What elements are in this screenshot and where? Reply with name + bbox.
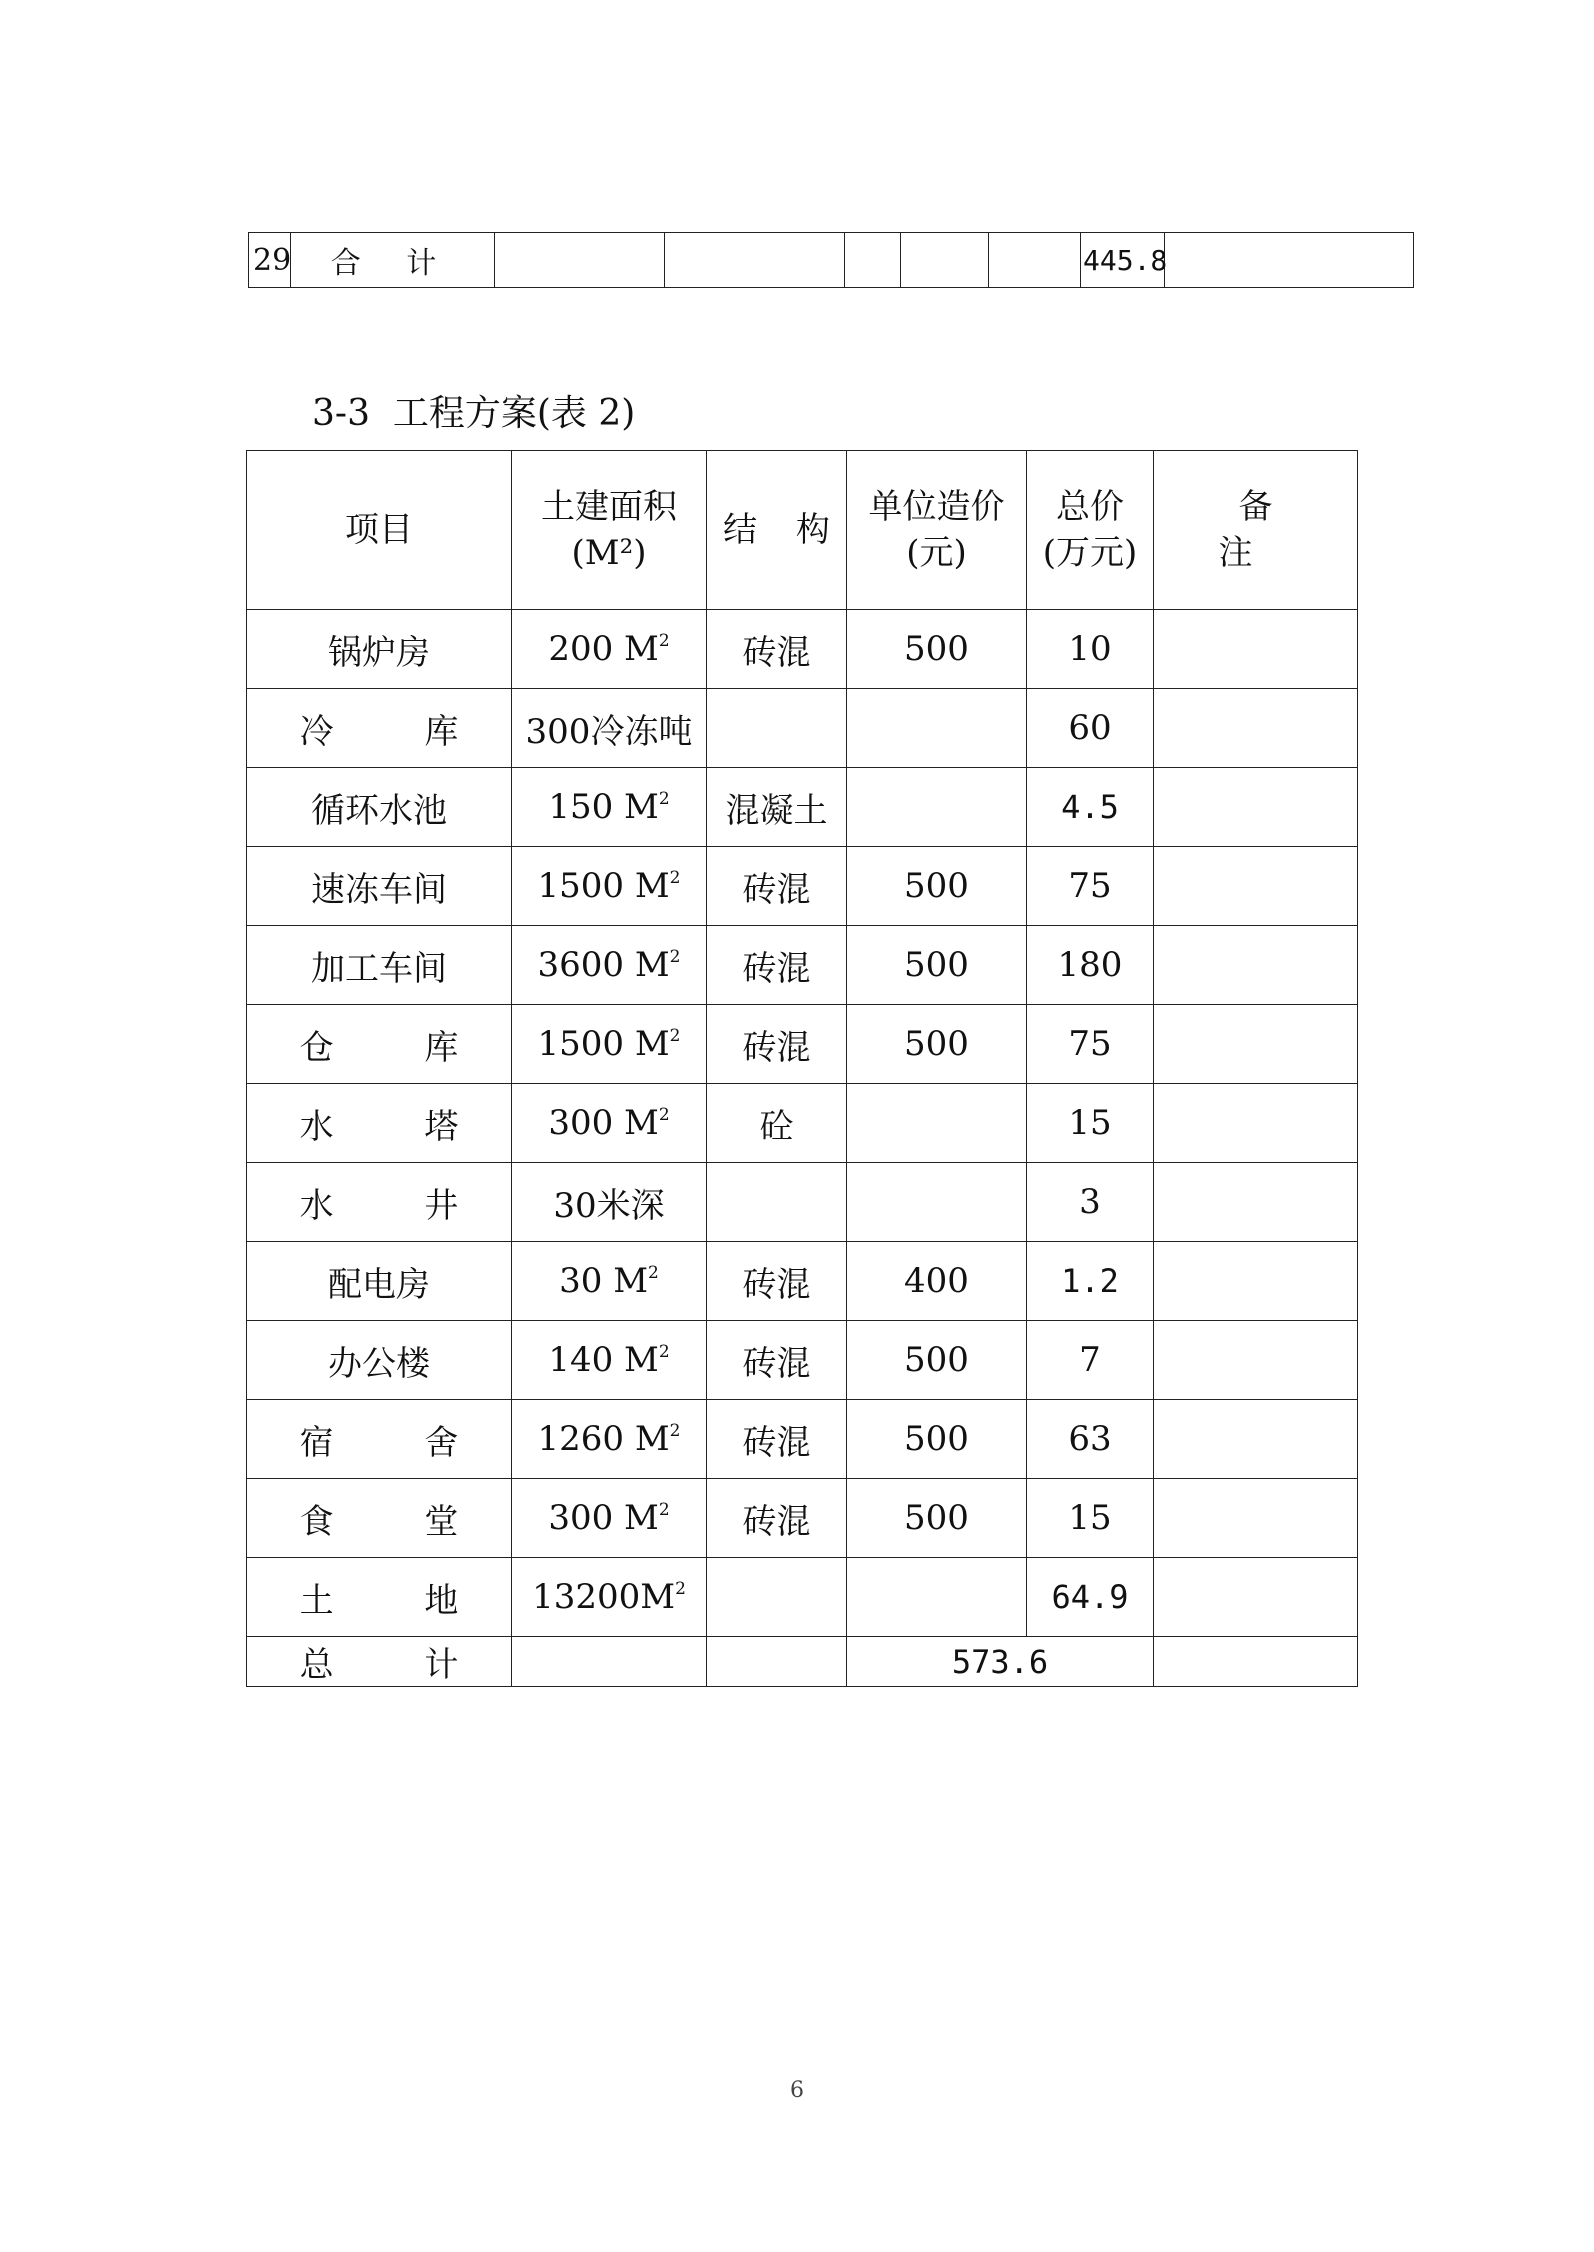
page-number: 6	[790, 2078, 804, 2103]
total-price-cell: 7	[1027, 1321, 1154, 1400]
table-row	[247, 768, 1358, 847]
area-unit-superscript: 2	[658, 1105, 670, 1125]
total-price-cell: 10	[1027, 610, 1154, 689]
area-cell	[512, 768, 707, 847]
structure-cell: 砖混	[707, 926, 847, 1005]
header-remarks: 备 注	[1154, 451, 1358, 610]
remarks-cell	[1154, 926, 1358, 1005]
item-cell: 循环水池	[247, 768, 512, 847]
item-cell: 仓 库	[247, 1005, 512, 1084]
unit-price-cell: 500	[847, 926, 1027, 1005]
table-row	[247, 1479, 1358, 1558]
structure-cell	[707, 689, 847, 768]
total-price-cell: 4.5	[1027, 768, 1154, 847]
table-row	[247, 1321, 1358, 1400]
table-row	[247, 1558, 1358, 1637]
structure-cell: 砖混	[707, 1005, 847, 1084]
remarks-cell	[1154, 1479, 1358, 1558]
empty-cell	[495, 233, 665, 288]
area-value: 140 M	[548, 1340, 659, 1380]
total-price-cell: 1.2	[1027, 1242, 1154, 1321]
unit-price-cell	[847, 689, 1027, 768]
continuation-table	[248, 232, 1414, 288]
total-label: 合 计	[291, 233, 495, 288]
empty-cell	[989, 233, 1081, 288]
item-cell: 速冻车间	[247, 847, 512, 926]
area-cell	[512, 1084, 707, 1163]
area-unit-superscript: 2	[669, 1421, 681, 1441]
remarks-cell	[1154, 768, 1358, 847]
remarks-cell	[1154, 1321, 1358, 1400]
header-area-line2: (M²)	[571, 533, 647, 573]
section-heading: 3-3 工程方案(表 2)	[312, 393, 636, 434]
table-row	[247, 1084, 1358, 1163]
table-row	[247, 1163, 1358, 1242]
table-body	[247, 610, 1358, 1637]
item-cell: 土 地	[247, 1558, 512, 1637]
empty-cell	[1154, 1637, 1358, 1687]
item-cell: 食 堂	[247, 1479, 512, 1558]
unit-price-cell	[847, 768, 1027, 847]
header-unit-price	[847, 451, 1027, 610]
unit-price-cell: 500	[847, 1321, 1027, 1400]
header-total-price	[1027, 451, 1154, 610]
structure-cell: 砖混	[707, 847, 847, 926]
area-cell	[512, 689, 707, 768]
total-price-cell: 3	[1027, 1163, 1154, 1242]
structure-cell	[707, 1558, 847, 1637]
area-value: 3600 M	[537, 945, 670, 985]
area-cell	[512, 1242, 707, 1321]
structure-cell: 砼	[707, 1084, 847, 1163]
header-area	[512, 451, 707, 610]
header-row	[247, 451, 1358, 610]
area-value: 30米深	[553, 1185, 665, 1226]
structure-cell: 砖混	[707, 610, 847, 689]
remarks-cell	[1154, 847, 1358, 926]
area-value: 300 M	[548, 1498, 659, 1538]
table-row	[247, 689, 1358, 768]
area-value: 200 M	[548, 629, 659, 669]
area-cell	[512, 1163, 707, 1242]
unit-price-cell: 500	[847, 847, 1027, 926]
unit-price-cell	[847, 1084, 1027, 1163]
area-unit-superscript: 2	[658, 1500, 670, 1520]
area-value: 1260 M	[537, 1419, 670, 1459]
area-unit-superscript: 2	[658, 631, 670, 651]
engineering-plan-table	[246, 450, 1358, 1687]
total-price-cell: 75	[1027, 847, 1154, 926]
table-row	[247, 1005, 1358, 1084]
item-cell: 水 塔	[247, 1084, 512, 1163]
remarks-cell	[1154, 1163, 1358, 1242]
table-row	[247, 1400, 1358, 1479]
empty-cell	[901, 233, 989, 288]
empty-cell	[707, 1637, 847, 1687]
structure-cell: 砖混	[707, 1242, 847, 1321]
area-cell	[512, 1321, 707, 1400]
total-row-label: 总 计	[247, 1637, 512, 1687]
table-row	[247, 610, 1358, 689]
item-cell: 水 井	[247, 1163, 512, 1242]
area-value: 13200M	[532, 1577, 676, 1617]
table-row	[247, 926, 1358, 1005]
total-price-cell: 15	[1027, 1084, 1154, 1163]
empty-cell	[1165, 233, 1414, 288]
header-total-price-line1: 总价	[1056, 487, 1124, 527]
remarks-cell	[1154, 1242, 1358, 1321]
unit-price-cell: 500	[847, 610, 1027, 689]
remarks-cell	[1154, 1558, 1358, 1637]
unit-price-cell: 500	[847, 1479, 1027, 1558]
area-unit-superscript: 2	[648, 1263, 659, 1283]
area-cell	[512, 847, 707, 926]
total-row	[247, 1637, 1358, 1687]
area-cell	[512, 1558, 707, 1637]
area-unit-superscript: 2	[669, 1026, 681, 1046]
remarks-cell	[1154, 1084, 1358, 1163]
area-value: 1500 M	[537, 1024, 670, 1064]
header-unit-price-line2: (元)	[906, 533, 967, 573]
item-cell: 加工车间	[247, 926, 512, 1005]
area-value: 300 M	[548, 1103, 659, 1143]
total-row-value: 573.6	[847, 1637, 1154, 1687]
item-cell: 宿 舍	[247, 1400, 512, 1479]
area-cell	[512, 610, 707, 689]
total-price-cell: 64.9	[1027, 1558, 1154, 1637]
area-cell	[512, 1479, 707, 1558]
area-unit-superscript: 2	[658, 1342, 670, 1362]
structure-cell	[707, 1163, 847, 1242]
table-row	[247, 847, 1358, 926]
unit-price-cell: 400	[847, 1242, 1027, 1321]
empty-cell	[665, 233, 845, 288]
header-item: 项目	[247, 451, 512, 610]
remarks-cell	[1154, 1005, 1358, 1084]
structure-cell: 砖混	[707, 1479, 847, 1558]
area-cell	[512, 1005, 707, 1084]
header-structure: 结 构	[707, 451, 847, 610]
area-value: 150 M	[548, 787, 659, 827]
area-cell	[512, 926, 707, 1005]
item-cell: 办公楼	[247, 1321, 512, 1400]
remarks-cell	[1154, 1400, 1358, 1479]
header-area-line1: 土建面积	[541, 487, 677, 527]
area-value: 300冷冻吨	[525, 711, 693, 752]
unit-price-cell	[847, 1558, 1027, 1637]
area-unit-superscript: 2	[675, 1579, 686, 1599]
remarks-cell	[1154, 610, 1358, 689]
structure-cell: 砖混	[707, 1400, 847, 1479]
area-value: 30 M	[559, 1261, 649, 1301]
structure-cell: 混凝土	[707, 768, 847, 847]
header-unit-price-line1: 单位造价	[868, 487, 1005, 527]
structure-cell: 砖混	[707, 1321, 847, 1400]
total-value: 445.8	[1081, 233, 1165, 288]
unit-price-cell: 500	[847, 1400, 1027, 1479]
total-price-cell: 60	[1027, 689, 1154, 768]
empty-cell	[512, 1637, 707, 1687]
total-price-cell: 63	[1027, 1400, 1154, 1479]
remarks-cell	[1154, 689, 1358, 768]
empty-cell	[845, 233, 901, 288]
table-row	[249, 233, 1414, 288]
row-number: 29	[249, 233, 291, 288]
total-price-cell: 180	[1027, 926, 1154, 1005]
total-price-cell: 75	[1027, 1005, 1154, 1084]
item-cell: 锅炉房	[247, 610, 512, 689]
area-cell	[512, 1400, 707, 1479]
area-unit-superscript: 2	[658, 789, 670, 809]
unit-price-cell: 500	[847, 1005, 1027, 1084]
area-unit-superscript: 2	[669, 947, 681, 967]
item-cell: 冷 库	[247, 689, 512, 768]
header-total-price-line2: (万元)	[1042, 533, 1138, 573]
area-unit-superscript: 2	[669, 868, 681, 888]
unit-price-cell	[847, 1163, 1027, 1242]
area-value: 1500 M	[537, 866, 670, 906]
table-row	[247, 1242, 1358, 1321]
item-cell: 配电房	[247, 1242, 512, 1321]
total-price-cell: 15	[1027, 1479, 1154, 1558]
